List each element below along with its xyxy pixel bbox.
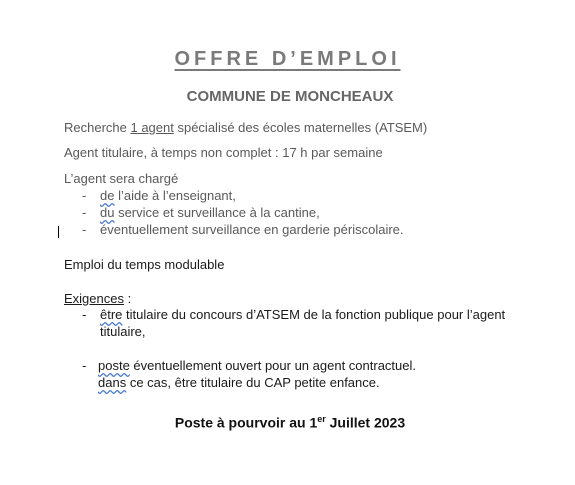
exigences-heading: Exigences : [64,291,132,306]
charge-item: de l’aide à l’enseignant, [100,188,236,203]
charge-intro: L’agent sera chargé [64,171,179,186]
emploi-du-temps: Emploi du temps modulable [64,257,225,272]
page-title: OFFRE D’EMPLOI [174,48,401,70]
exigence-item: être titulaire du concours d’ATSEM de la fonction publique pour l’agent [100,307,506,322]
agent-count: 1 agent [130,120,174,135]
exigence-item-continuation: dans ce cas, être titulaire du CAP petite enfance. [98,375,380,390]
charge-item: du service et surveillance à la cantine, [100,205,320,220]
recherche-line: Recherche 1 agent spécialisé des écoles maternelles (ATSEM) [64,120,428,135]
bullet-dash: - [82,358,87,373]
bullet-dash: - [82,307,87,322]
charge-item: éventuellement surveillance en garderie périscolaire. [100,222,404,237]
text-cursor [58,226,59,238]
bullet-dash: - [82,188,87,203]
bullet-dash: - [82,222,87,237]
statut-line: Agent titulaire, à temps non complet : 17 h par semaine [64,145,383,160]
bullet-dash: - [82,205,87,220]
page-subtitle: COMMUNE DE MONCHEAUX [186,88,394,105]
exigence-item: poste éventuellement ouvert pour un agent contractuel. [98,358,416,373]
poste-date-line: Poste à pourvoir au 1er Juillet 2023 [174,414,406,431]
exigence-item-continuation: titulaire, [100,324,146,339]
